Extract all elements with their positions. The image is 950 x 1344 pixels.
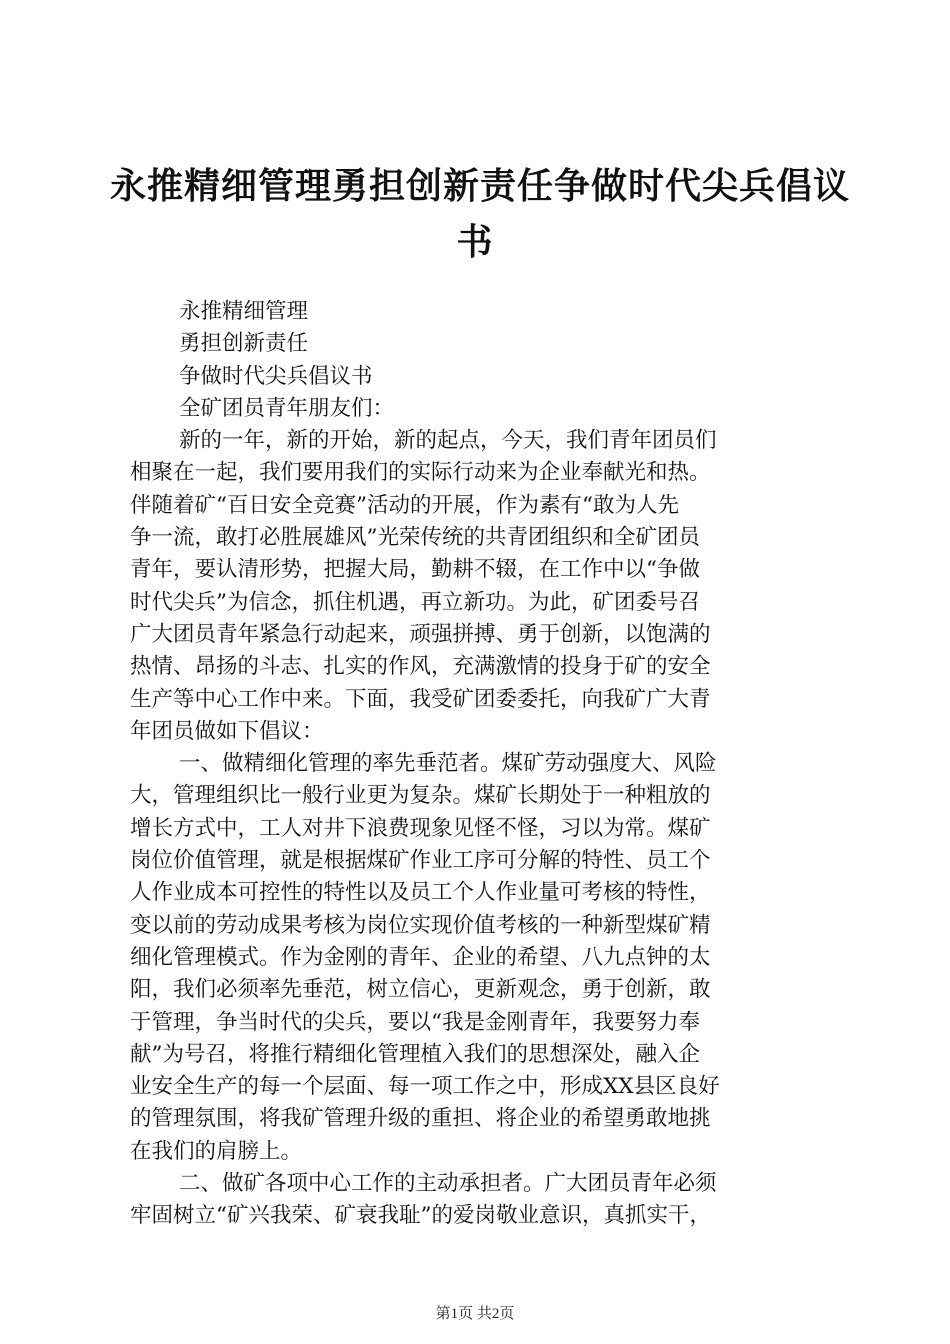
page-footer: 第1页 共2页 bbox=[435, 1306, 515, 1322]
paragraph-line: 增长方式中，工人对井下浪费现象见怪不怪，习以为常。煤矿 bbox=[130, 815, 711, 841]
paragraph-line: 阳，我们必须率先垂范，树立信心，更新观念，勇于创新，敢 bbox=[130, 977, 711, 1003]
paragraph-line: 青年，要认清形势，把握大局，勤耕不辍，在工作中以“争做 bbox=[130, 557, 700, 583]
subtitle-line: 争做时代尖兵倡议书 bbox=[179, 363, 373, 389]
paragraph-line: 争一流，敢打必胜展雄风”光荣传统的共青团组织和全矿团员 bbox=[130, 525, 700, 551]
salutation: 全矿团员青年朋友们： bbox=[179, 395, 395, 421]
document-body bbox=[130, 296, 842, 1233]
subtitle-line: 勇担创新责任 bbox=[179, 331, 309, 357]
document-title bbox=[110, 158, 851, 270]
paragraph-line: 献”为号召，将推行精细化管理植入我们的思想深处，融入企 bbox=[130, 1041, 700, 1067]
paragraph-line: 在我们的肩膀上。 bbox=[130, 1138, 303, 1164]
paragraph-line: 大，管理组织比一般行业更为复杂。煤矿长期处于一种粗放的 bbox=[130, 783, 711, 809]
paragraph-line: 岗位价值管理，就是根据煤矿作业工序可分解的特性、员工个 bbox=[130, 848, 711, 874]
paragraph-line: 业安全生产的每一个层面、每一项工作之中，形成XX县区良好 bbox=[130, 1074, 720, 1100]
paragraph-line: 广大团员青年紧急行动起来，顽强拼搏、勇于创新，以饱满的 bbox=[130, 621, 711, 647]
paragraph-line: 变以前的劳动成果考核为岗位实现价值考核的一种新型煤矿精 bbox=[130, 912, 711, 938]
paragraph-line: 牢固树立“矿兴我荣、矿衰我耻”的爱岗敬业意识，真抓实干， bbox=[130, 1203, 711, 1229]
paragraph-line: 于管理，争当时代的尖兵，要以“我是金刚青年，我要努力奉 bbox=[130, 1009, 700, 1035]
title-line-1: 永推精细管理勇担创新责任争做时代尖兵倡议 bbox=[110, 165, 851, 207]
paragraph-line: 时代尖兵”为信念，抓住机遇，再立新功。为此，矿团委号召 bbox=[130, 589, 700, 615]
paragraph-line: 一、做精细化管理的率先垂范者。煤矿劳动强度大、风险 bbox=[179, 751, 717, 777]
title-line-2: 书 bbox=[456, 221, 494, 263]
paragraph-line: 相聚在一起，我们要用我们的实际行动来为企业奉献光和热。 bbox=[130, 460, 711, 486]
paragraph-line: 伴随着矿“百日安全竞赛”活动的开展，作为素有“敢为人先 bbox=[130, 492, 679, 518]
paragraph-line: 年团员做如下倡议： bbox=[130, 718, 324, 744]
paragraph-line: 新的一年，新的开始，新的起点，今天，我们青年团员们 bbox=[179, 428, 717, 454]
paragraph-line: 生产等中心工作中来。下面，我受矿团委委托，向我矿广大青 bbox=[130, 686, 711, 712]
paragraph-line: 二、做矿各项中心工作的主动承担者。广大团员青年必须 bbox=[179, 1171, 717, 1197]
subtitle-line: 永推精细管理 bbox=[179, 299, 309, 324]
paragraph-line: 的管理氛围，将我矿管理升级的重担、将企业的希望勇敢地挑 bbox=[130, 1106, 711, 1132]
paragraph-line: 热情、昂扬的斗志、扎实的作风，充满激情的投身于矿的安全 bbox=[130, 654, 711, 680]
paragraph-line: 人作业成本可控性的特性以及员工个人作业量可考核的特性， bbox=[130, 880, 711, 906]
paragraph-line: 细化管理模式。作为金刚的青年、企业的希望、八九点钟的太 bbox=[130, 944, 711, 970]
